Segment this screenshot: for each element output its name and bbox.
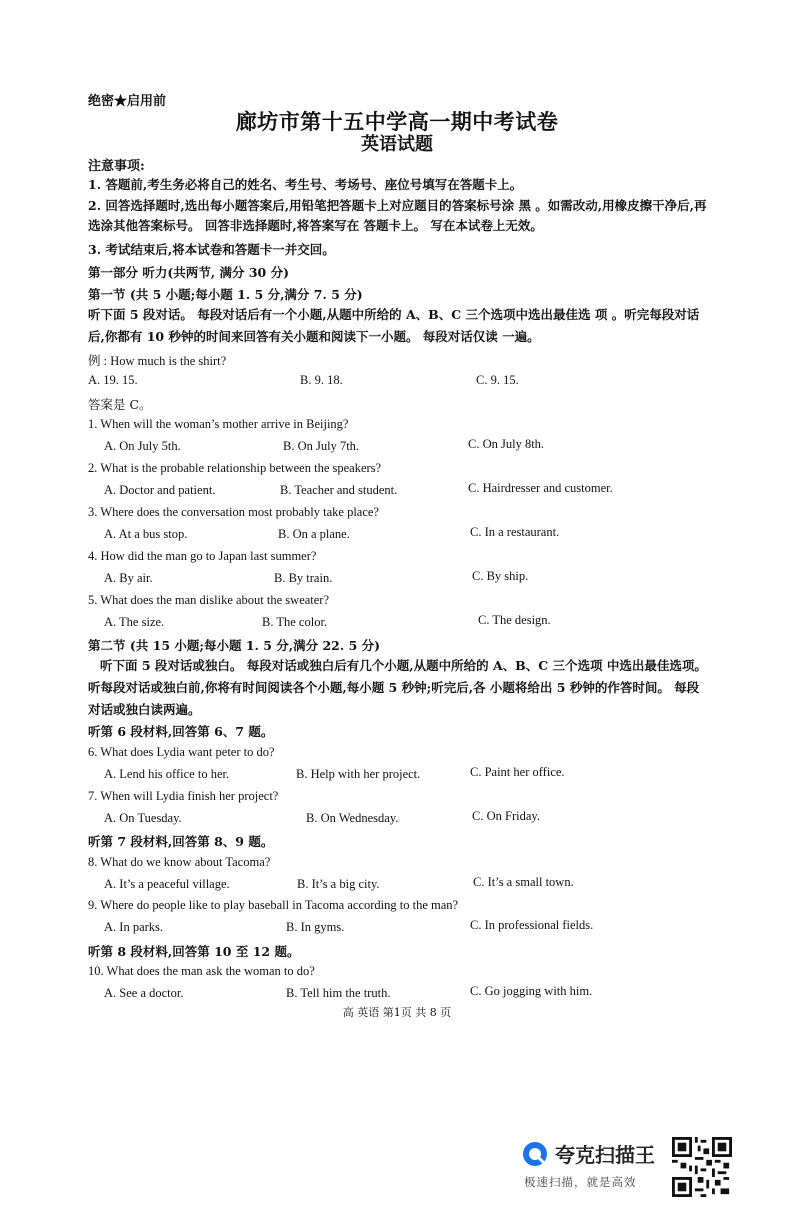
option-b: B. By train. [274, 571, 333, 585]
option-c: C. On July 8th. [468, 437, 545, 451]
section1-instructions: 听下面 5 段对话。 每段对话后有一个小题,从题中所给的 A、B、C 三个选项中选出最佳选 项 。听完每段对话后,你都有 10 秒钟的时间来回答有关小题和阅读下一小题。 每段对话仅读 一遍。 [88, 307, 700, 344]
option-b: B. The color. [262, 615, 328, 629]
group-heading-7: 听第 7 段材料,回答第 8、9 题。 [88, 834, 274, 849]
exam-title: 廊坊市第十五中学高一期中考试卷 [235, 109, 559, 134]
option-c: C. By ship. [472, 569, 529, 583]
option-b: B. It’s a big city. [297, 877, 380, 891]
option-c: C. Hairdresser and customer. [468, 481, 613, 495]
question-stem: 10. What does the man ask the woman to do? [88, 964, 315, 978]
section2-heading: 第二节 (共 15 小题;每小题 1. 5 分,满分 22. 5 分) [88, 638, 381, 653]
question-stem: 8. What do we know about Tacoma? [88, 855, 271, 869]
option-a: A. On Tuesday. [104, 811, 182, 825]
example-option-b: B. 9. 18. [300, 373, 343, 387]
option-b: B. Teacher and student. [280, 483, 398, 497]
option-b: B. On Wednesday. [306, 811, 399, 825]
option-b: B. On a plane. [278, 527, 350, 541]
scanner-watermark [522, 1137, 672, 1197]
note-item: 1. 答题前,考生务必将自己的姓名、考生号、考场号、座位号填写在答题卡上。 [88, 177, 523, 192]
option-a: A. On July 5th. [104, 439, 181, 453]
section1-heading: 第一节 (共 5 小题;每小题 1. 5 分,满分 7. 5 分) [88, 287, 363, 302]
option-b: B. In gyms. [286, 920, 345, 934]
exam-subtitle: 英语试题 [361, 134, 433, 155]
option-a: A. At a bus stop. [104, 527, 188, 541]
example-option-a: A. 19. 15. [88, 373, 138, 387]
question-stem: 1. When will the woman’s mother arrive in Beijing? [88, 417, 349, 431]
option-c: C. In a restaurant. [470, 525, 560, 539]
question-stem: 7. When will Lydia finish her project? [88, 789, 279, 803]
option-c: C. The design. [478, 613, 551, 627]
option-b: B. Tell him the truth. [286, 986, 391, 1000]
question-stem: 6. What does Lydia want peter to do? [88, 745, 275, 759]
quark-logo-icon [522, 1141, 548, 1167]
option-c: C. It’s a small town. [473, 875, 574, 889]
group-heading-8: 听第 8 段材料,回答第 10 至 12 题。 [88, 944, 300, 959]
note-item: 2. 回答选择题时,选出每小题答案后,用铅笔把答题卡上对应题目的答案标号涂 黑 。如需改动,用橡皮擦干净后,再选涂其他答案标号。 回答非选择题时,将答案写在 答题卡上。 写在本试卷上无效。 [88, 198, 707, 233]
option-b: B. Help with her project. [296, 767, 421, 781]
option-a: A. Doctor and patient. [104, 483, 216, 497]
option-c: C. Paint her office. [470, 765, 565, 779]
option-a: A. In parks. [104, 920, 164, 934]
option-a: A. Lend his office to her. [104, 767, 230, 781]
example-question: 例 : How much is the shirt? [88, 354, 227, 368]
part1-heading: 第一部分 听力(共两节, 满分 30 分) [88, 265, 289, 280]
question-stem: 3. Where does the conversation most probably take place? [88, 505, 379, 519]
option-c: C. On Friday. [472, 809, 540, 823]
option-a: A. By air. [104, 571, 153, 585]
group-heading-6: 听第 6 段材料,回答第 6、7 题。 [88, 724, 274, 739]
question-stem: 5. What does the man dislike about the sweater? [88, 593, 330, 607]
example-answer: 答案是 C。 [88, 397, 152, 412]
question-stem: 4. How did the man go to Japan last summer? [88, 549, 317, 563]
brand-name: 夸克扫描王 [555, 1143, 655, 1167]
question-stem: 2. What is the probable relationship between the speakers? [88, 461, 382, 475]
section2-instructions: 听下面 5 段对话或独白。 每段对话或独白后有几个小题,从题中所给的 A、B、C 三个选项 中选出最佳选项。 听每段对话或独白前,你将有时间阅读各个小题,每小题 5 秒钟;听完后,各 小题将给出 5 秒钟的作答时间。 每段对话或独白读两遍。 [88, 658, 707, 717]
note-item: 3. 考试结束后,将本试卷和答题卡一并交回。 [88, 242, 335, 257]
example-option-c: C. 9. 15. [476, 373, 519, 387]
option-c: C. Go jogging with him. [470, 984, 593, 998]
option-a: A. The size. [104, 615, 165, 629]
qr-code-icon [672, 1137, 732, 1197]
option-c: C. In professional fields. [470, 918, 594, 932]
option-a: A. It’s a peaceful village. [104, 877, 230, 891]
notes-heading: 注意事项: [88, 159, 145, 174]
page-footer: 高 英语 第1页 共 8 页 [342, 1006, 452, 1019]
secret-label: 绝密★启用前 [88, 94, 167, 109]
question-stem: 9. Where do people like to play baseball in Tacoma according to the man? [88, 898, 459, 912]
option-a: A. See a doctor. [104, 986, 184, 1000]
brand-slogan: 极速扫描，就是高效 [524, 1175, 637, 1189]
option-b: B. On July 7th. [283, 439, 360, 453]
